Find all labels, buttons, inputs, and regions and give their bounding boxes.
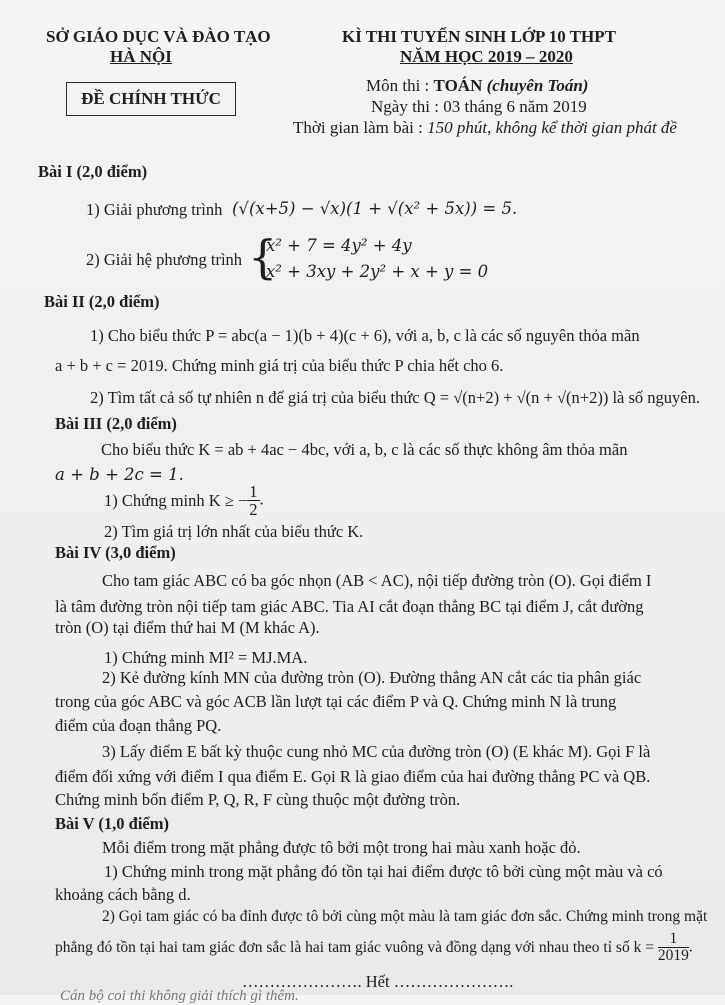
- q4-2-line2: trong của góc ABC và góc ACB lần lượt tại các điểm P và Q. Chứng minh N là trung: [55, 692, 617, 711]
- q5-2-fraction: [658, 931, 689, 965]
- time-label: Thời gian làm bài :: [293, 118, 428, 137]
- q4-1: 1) Chứng minh MI² = MJ.MA.: [104, 648, 308, 667]
- q4-3-line2: điểm đối xứng với điểm I qua điểm E. Gọi R là giao điểm của hai đường thẳng PC và QB.: [55, 767, 651, 786]
- q4-intro-line3: tròn (O) tại điểm thứ hai M (M khác A).: [55, 618, 320, 637]
- q1-1-text: 1) Giải phương trình: [86, 200, 223, 219]
- system-equation-1: x² + 7 = 4y² + 4y: [266, 236, 412, 255]
- q5-2-line2-text: phẳng đó tồn tại hai tam giác đơn sắc là hai tam giác vuông và đồng dạng với nhau theo tỉ số k =: [55, 938, 654, 956]
- exam-title: KÌ THI TUYỂN SINH LỚP 10 THPT: [342, 27, 616, 46]
- proctor-note: Cán bộ coi thi không giải thích gì thêm.: [60, 988, 299, 1004]
- q3-1-fraction: [247, 483, 259, 519]
- q2-1-line1: 1) Cho biểu thức P = abc(a − 1)(b + 4)(c + 6), với a, b, c là các số nguyên thỏa mãn: [90, 326, 640, 345]
- q2-2-line: 2) Tìm tất cả số tự nhiên n để giá trị của biểu thức Q = √(n+2) + √(n + √(n+2)) là số nguyên.: [90, 388, 700, 407]
- q5-2-fraction-denominator: 2019: [657, 947, 689, 965]
- q4-2-line1: 2) Kẻ đường kính MN của đường tròn (O). Đường thẳng AN cắt các tia phân giác: [102, 668, 642, 687]
- section-4-title: Bài IV (3,0 điểm): [55, 543, 176, 562]
- q4-intro-line1: Cho tam giác ABC có ba góc nhọn (AB < AC), nội tiếp đường tròn (O). Gọi điểm I: [102, 571, 652, 590]
- department-city: HÀ NỘI: [110, 47, 172, 66]
- q3-1-fraction-denominator: 2: [249, 500, 258, 520]
- q4-3-line1: 3) Lấy điểm E bất kỳ thuộc cung nhỏ MC của đường tròn (O) (E khác M). Gọi F là: [102, 742, 651, 761]
- school-year: NĂM HỌC 2019 – 2020: [400, 47, 573, 66]
- section-5-title: Bài V (1,0 điểm): [55, 814, 169, 833]
- exam-date: Ngày thi : 03 tháng 6 năm 2019: [371, 97, 587, 116]
- q4-3-line3: Chứng minh bốn điểm P, Q, R, F cùng thuộc một đường tròn.: [55, 790, 461, 809]
- section-1-title: Bài I (2,0 điểm): [38, 162, 148, 181]
- q2-1-line2: a + b + c = 2019. Chứng minh giá trị của biểu thức P chia hết cho 6.: [55, 356, 504, 375]
- q3-1: 1) Chứng minh K ≥ − $\frac{1}{2}$ .: [104, 482, 264, 520]
- q5-2-fraction-numerator: 1: [658, 931, 689, 948]
- q3-1-fraction-numerator: 1: [249, 482, 258, 501]
- q4-2-line3: điểm của đoạn thẳng PQ.: [55, 716, 222, 735]
- subject-note: (chuyên Toán): [486, 76, 589, 95]
- subject-line: [366, 76, 588, 96]
- section-2-title: Bài II (2,0 điểm): [44, 292, 160, 311]
- q5-1-line2: khoảng cách bằng d.: [55, 885, 191, 904]
- time-line: [293, 118, 677, 138]
- system-equation-2: x² + 3xy + 2y² + x + y = 0: [266, 262, 489, 281]
- q3-1-text: 1) Chứng minh K ≥ −: [104, 490, 248, 510]
- time-value: 150 phút, không kể thời gian phát đề: [427, 118, 677, 137]
- section-3-title: Bài III (2,0 điểm): [55, 414, 177, 433]
- q5-intro: Mỗi điểm trong mặt phẳng được tô bởi một trong hai màu xanh hoặc đỏ.: [102, 838, 581, 857]
- subject-label: Môn thi :: [366, 76, 434, 95]
- q3-intro-line2: a + b + 2c = 1.: [55, 465, 184, 484]
- subject-value: TOÁN: [433, 76, 483, 95]
- end-marker: …………………. Hết ………………….: [242, 972, 514, 991]
- q3-intro-line1: Cho biểu thức K = ab + 4ac − 4bc, với a, b, c là các số thực không âm thỏa mãn: [101, 440, 628, 459]
- department-name: SỞ GIÁO DỤC VÀ ĐÀO TẠO: [46, 27, 271, 46]
- q3-2: 2) Tìm giá trị lớn nhất của biểu thức K.: [104, 522, 364, 541]
- q5-2-line1: 2) Gọi tam giác có ba đỉnh được tô bởi cùng một màu là tam giác đơn sắc. Chứng minh trong mặt: [102, 908, 708, 925]
- official-exam-box: ĐỀ CHÍNH THỨC: [66, 82, 236, 116]
- q4-intro-line2: là tâm đường tròn nội tiếp tam giác ABC. Tia AI cắt đoạn thẳng BC tại điểm J, cắt đường: [55, 597, 644, 616]
- q5-1-line1: 1) Chứng minh trong mặt phẳng đó tồn tại hai điểm được tô bởi cùng một màu và có: [104, 862, 663, 881]
- q1-2-text: 2) Giải hệ phương trình: [86, 250, 243, 269]
- q5-2-line2: phẳng đó tồn tại hai tam giác đơn sắc là hai tam giác vuông và đồng dạng với nhau theo tỉ số k = $\frac{1}{2019}$ .: [55, 930, 693, 965]
- q1-1-equation: (√(x+5) − √x)(1 + √(x² + 5x)) = 5.: [232, 199, 518, 218]
- system-brace: {: [248, 230, 278, 284]
